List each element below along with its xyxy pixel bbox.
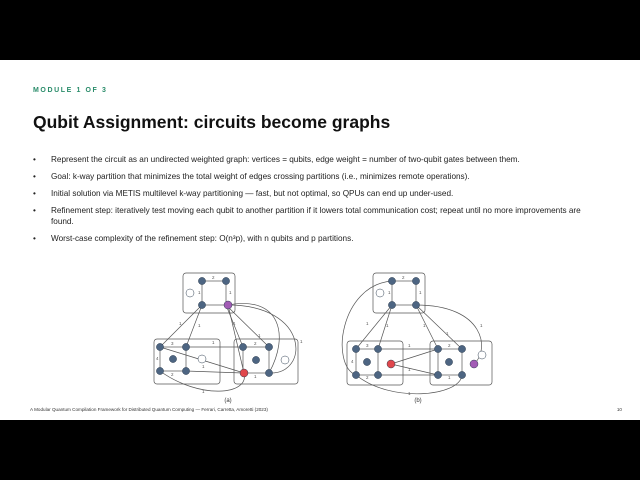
edge-weight: 1 [386, 323, 389, 328]
edge-weight: 1 [366, 321, 369, 326]
qubit-node [186, 289, 194, 297]
edge-weight: 1 [408, 367, 411, 372]
edge-weight: 3 [366, 343, 369, 348]
edge-weight: 1 [408, 391, 411, 396]
edge-weight: 1 [446, 331, 449, 336]
edge-weight: 1 [258, 333, 261, 338]
cross-edge [416, 305, 438, 349]
bullet-marker: • [33, 233, 36, 243]
bullet-list [33, 155, 605, 251]
qubit-node [182, 343, 189, 350]
cross-edge [378, 305, 392, 349]
qubit-node [374, 345, 381, 352]
edge-weight: 1 [423, 323, 426, 328]
caption-b: (b) [414, 398, 422, 404]
qubit-node [363, 358, 370, 365]
edge-weight: 1 [254, 374, 257, 379]
qubit-node [265, 343, 272, 350]
edge-weight: 3 [171, 341, 174, 346]
bullet-item: • Goal: k-way partition that minimizes the total weight of edges crossing partitions (i.e., minimizes remote operations). [33, 172, 470, 182]
cross-edge [416, 305, 482, 364]
qubit-node [252, 356, 259, 363]
qubit-node [222, 277, 229, 284]
caption-a: (a) [224, 398, 232, 404]
qubit-node [156, 343, 163, 350]
edge-weight: 2 [402, 275, 405, 280]
qubit-node [352, 371, 359, 378]
qubit-node [458, 371, 465, 378]
bullet-item: • Worst-case complexity of the refinement step: O(n³p), with n qubits and p partitions. [33, 233, 354, 243]
bullet-marker: • [33, 155, 36, 164]
edge-weight: 4 [156, 356, 159, 361]
edge-weight: 1 [480, 323, 483, 328]
qubit-node [387, 360, 395, 368]
edge-weight: 1 [419, 290, 422, 295]
edge-weight: 1 [388, 290, 391, 295]
edge-weight: 2 [366, 375, 369, 380]
edge-weight: 1 [229, 290, 232, 295]
cross-edge [391, 364, 438, 375]
qubit-node [169, 355, 176, 362]
cross-edge [391, 349, 438, 364]
qubit-node [470, 360, 478, 368]
edge-weight: 1 [448, 375, 451, 380]
cross-edge [160, 305, 202, 347]
edge-weight: 2 [171, 372, 174, 377]
edge-weight: 1 [300, 339, 303, 344]
qubit-node [434, 345, 441, 352]
qubit-node [240, 369, 248, 377]
edge-weight: 2 [448, 343, 451, 348]
qubit-node [434, 371, 441, 378]
partition-figure [140, 265, 500, 405]
edge-weight: 1 [198, 323, 201, 328]
module-label: MODULE 1 OF 3 [33, 87, 108, 94]
edge-weight: 4 [351, 359, 354, 364]
edge-weight: 1 [198, 290, 201, 295]
qubit-node [412, 277, 419, 284]
qubit-node [239, 343, 246, 350]
qubit-node [198, 277, 205, 284]
edge-weight: 1 [233, 321, 236, 326]
cross-edge [186, 371, 243, 373]
qubit-node [224, 301, 232, 309]
bullet-item: • Refinement step: iteratively test moving each qubit to another partition if it lowers total communication cost; repeat until no more improvements are found. [33, 206, 581, 226]
qubit-node [374, 371, 381, 378]
edge-weight: 2 [212, 275, 215, 280]
page-number: 10 [616, 407, 622, 412]
bullet-marker: • [33, 172, 36, 182]
edge-weight: 1 [202, 364, 205, 369]
bullet-item: • Initial solution via METIS multilevel k-way partitioning — fast, but not optimal, so QPUs can end up under-used. [33, 189, 454, 199]
qubit-node [478, 351, 486, 359]
slide-title: Qubit Assignment: circuits become graphs [33, 112, 391, 132]
edge-weight: 2 [254, 341, 257, 346]
qubit-node [388, 301, 395, 308]
cross-edge [226, 305, 269, 347]
qubit-node [445, 358, 452, 365]
qubit-node [198, 355, 206, 363]
edge-weight: 1 [408, 343, 411, 348]
edge-weight: 1 [179, 321, 182, 326]
qubit-node [265, 369, 272, 376]
qubit-node [198, 301, 205, 308]
inner-edge-square [392, 281, 416, 305]
qubit-node [458, 345, 465, 352]
edge-weight: 1 [212, 340, 215, 345]
edge-weight: 1 [202, 389, 205, 394]
qubit-node [376, 289, 384, 297]
bullet-item: • Represent the circuit as an undirected weighted graph: vertices = qubits, edge weight = number of two-qubit gates between them. [33, 155, 520, 164]
qubit-node [412, 301, 419, 308]
qubit-node [281, 356, 289, 364]
slide [0, 60, 640, 420]
qubit-node [388, 277, 395, 284]
inner-edge-square [202, 281, 226, 305]
qubit-node [352, 345, 359, 352]
bullet-marker: • [33, 206, 36, 216]
qubit-node [156, 367, 163, 374]
qubit-node [182, 367, 189, 374]
bullet-marker: • [33, 189, 36, 199]
footer-citation: A Modular Quantum Compilation Framework for Distributed Quantum Computing — Ferrari, Carretta, Amoretti (2023) [30, 407, 268, 412]
